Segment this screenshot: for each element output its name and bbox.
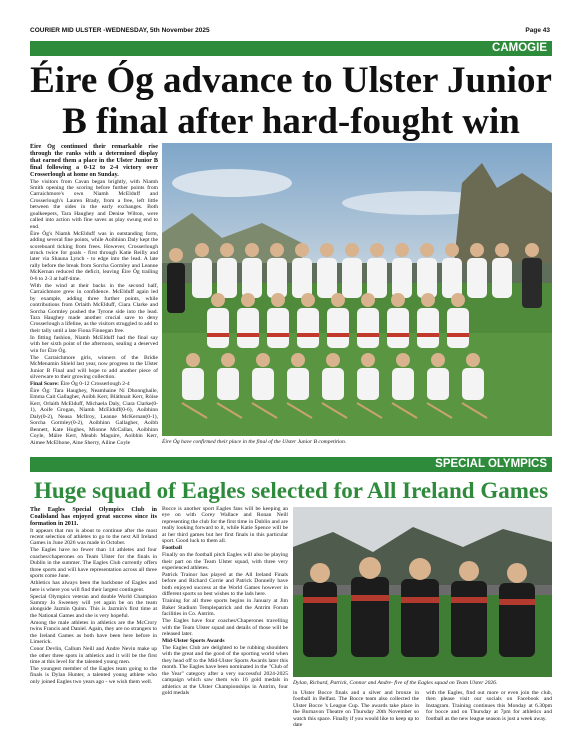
final-score-label: Final Score: — [30, 381, 59, 388]
article1-headline-line1: Éire Óg advance to Ulster Junior — [30, 60, 552, 101]
article2-paragraph: The Eagles have no fewer than 14 athletes and four coaches/chaperones on Team Ulster for the finals in Dublin in the summer. The Eagles Club currently offers three sports and will have representation across all three sports come June. — [30, 547, 157, 580]
article1-paragraph: The Carraichmore girls, winners of the Bridie McMenamin Shield last year, now progress to the Ulster Junior B Final and will hope to add another piece of silverware to their growing collection. — [30, 354, 158, 381]
article2-paragraph: It appears that run is about to continue after the most recent selection of athletes to go to the next All Ireland Games in June 2026 was made in October. — [30, 527, 157, 547]
team-photo-illustration — [162, 143, 552, 436]
article2-paragraph: Special Olympics veteran and double World Champion Sammy Jo Sweeney will yet again be on the team alongside Jazmin Quinn. This is Jazmin's first time at the National Games and she is very hopeful. — [30, 593, 157, 619]
eagles-photo-caption: Dylan, Richard, Patrick, Connor and Andre- five of the Eagles squad on Team Ulster 2026. — [293, 680, 498, 686]
camogie-team-photo — [162, 143, 552, 436]
article2-paragraph: Athletics has always been the backbone of Eagles and here is where you will find their largest contingent. — [30, 580, 157, 593]
article2-lede: The Eagles Special Olympics Club in Coalisland has enjoyed great success since its formation in 2011. — [30, 506, 157, 527]
page-number: Page 43 — [525, 26, 550, 34]
article1-paragraph: The visitors from Cavan began brightly, with Niamh Smith opening the scoring before further points from Carraichmore's own Niamh McElduff and Crosserlough's Lauren Brady, from a free, left little between the sides in the early exchanges. Both goalkeepers, Tara Haughey and Denise Wilton, were called into action with fine saves as play swung end to end. — [30, 178, 158, 230]
final-score-value: Éire Óg 0-12 Crosserlough 2-4 — [60, 381, 130, 388]
article2-column-4: with the Eagles, find out more or even join the club, then please visit our socials on Facebook and Instagram. Training continues this Monday at 6.30pm for bocce and on Thursday at 7pm for athletics and football as the new league season is just a week away. — [426, 690, 552, 722]
article2-paragraph: Among the male athletes in athletics are the McCrory twins Francis and Daniel. Again, they are no strangers to the Ireland Games as both have been here before in Limerick. — [30, 619, 157, 646]
section-header-camogie: CAMOGIE — [30, 41, 552, 56]
eagles-squad-photo — [293, 507, 552, 677]
article2-paragraph: Training for all three sports begins in January at Jim Baker Stadium Templepatrick and the Antrim Forum facilities in Co. Antrim. — [162, 598, 288, 618]
article1-paragraph: In fitting fashion, Niamh McElduff had the final say with her sixth point of the afternoon, sealing a deserved win for Éire Óg. — [30, 334, 158, 354]
article2-subhead-awards: Mid-Ulster Sports Awards — [162, 638, 225, 645]
masthead-publication: COURIER MID ULSTER -WEDNESDAY, 5th November 2025 — [30, 26, 210, 34]
article1-final-score — [30, 381, 158, 387]
article2-paragraph: Patrick Trainor has played at the All Ireland Finals before and Richard Corrie and Patrick Donnelly have both enjoyed success at the World Games however in different sports so best wishes to the lads here. — [162, 572, 288, 598]
masthead — [30, 25, 550, 35]
article1-team-list: Éire Óg: Tara Haughey, Neamhaine Ní Dhonnghaile, Emma Cait Gallagher, Aoibh Kerr, Bláthnait Kerr, Róise Kerr, Orlaith McElduff, Michaela Daly, Ciara Clarke(0-1), Aoife Grogan, Niamh McElduff(0-6), Aoibhinn Daly(0-2), Neasa McIlroy, Leanne McKernan(0-1), Sorcha Gormley(0-2), Aoibhinn Gallagher, Aoibh Bennett, Kate Hughes, Mionne McCallan, Aoibhinn Coyle, Máire Kerr, Meabh Maguire, Aoibhin Kerr, Aimee McElhone, Aine Sherry, Ailine Coyle — [30, 388, 158, 446]
article2-paragraph: The Eagles Club are delighted to be rubbing shoulders with the great and the good of the sporting world when they head off to the Mid-Ulster Sports Awards later this month. The Eagles have been nominated in the "Club of the Year" category after a very successful 2024-2025 campaign which saw them win 16 gold medals in athletics at the Ulster Championships in Antrim, four gold medals — [162, 645, 288, 697]
article2-paragraph: Finally on the football pitch Eagles will also be playing their part on the Team Ulster squad, with three very experienced athletes. — [162, 552, 288, 572]
section-header-special-olympics: SPECIAL OLYMPICS — [30, 457, 552, 472]
article1-headline — [30, 60, 552, 142]
article2-paragraph: The youngest member of the Eagles team going to the finals is Dylan Hunter, a talented young athlete who only joined Eagles two years ago - we wish them well. — [30, 666, 157, 685]
article2-subhead-football: Football — [162, 545, 182, 552]
article2-paragraph: Bocce is another sport Eagles fans will be keeping an eye on with Corey Wallace and Ronan Neill representing the club for the first time in Dublin and are really looking forward to it, while Katie Spence will be at her third games but her first finals in this particular sport. Good luck to them all. — [162, 506, 288, 545]
article2-headline: Huge squad of Eagles selected for All Ireland Games — [33, 478, 549, 503]
article2-column-1 — [30, 506, 157, 716]
article1-paragraph: Éire Óg's Niamh McElduff was in outstanding form, adding several fine points, while Aoibhinn Daly kept the scoreboard ticking from frees. However, Crosserlough struck twice for goals - first through Katie Reilly and later via Shauna Lynch - to edge into the lead. A late rally before the break from Sorcha Gormley and Leanne McKernan reduced the deficit, leaving Éire Óg trailing 0-6 to 2-3 at half-time. — [30, 230, 158, 282]
article1-lede: Éire Óg continued their remarkable rise through the ranks with a determined display that earned them a place in the Ulster Junior B final following a 0-12 to 2-4 victory over Crosserlough at home on Sunday. — [30, 143, 158, 178]
article1-paragraph: With the wind at their backs in the second half, Carraichmore grew in confidence. McElduff again led by example, adding three further points, while contributions from Orlaith McElduff, Ciara Clarke and Sorcha Gormley pushed the Tyrone side into the lead. Tara Haughey made another crucial save to deny Crosserlough a lifeline, as the visitors struggled to add to their tally until a late Fiona Finnegan free. — [30, 282, 158, 334]
eagles-photo-illustration — [293, 507, 552, 677]
camogie-photo-caption: Éire Óg have confirmed their place in the final of the Ulster Junior B competition. — [162, 439, 347, 445]
article1-body — [30, 143, 158, 448]
article2-paragraph: The Eagles have four coaches/Chaperones travelling with the Team Ulster squad and details of those will be released later. — [162, 618, 288, 638]
article2-column-3: in Ulster Bocce finals and a silver and bronze in football in Belfast. The Bocce team also collected the Ulster Bocce 's League Cup. The awards take place in the Burnavon Theatre on Thursday 20th November so watch this space. Finally if you would like to keep up to date — [293, 690, 419, 729]
article2-paragraph: Conor Devlin, Callum Neill and Andre Nevin make up the other three spots in athletics and it will be the first time at this level for the talented young men. — [30, 646, 157, 666]
article2-column-2 — [162, 506, 288, 716]
article1-headline-line2: B final after hard-fought win — [62, 101, 520, 142]
